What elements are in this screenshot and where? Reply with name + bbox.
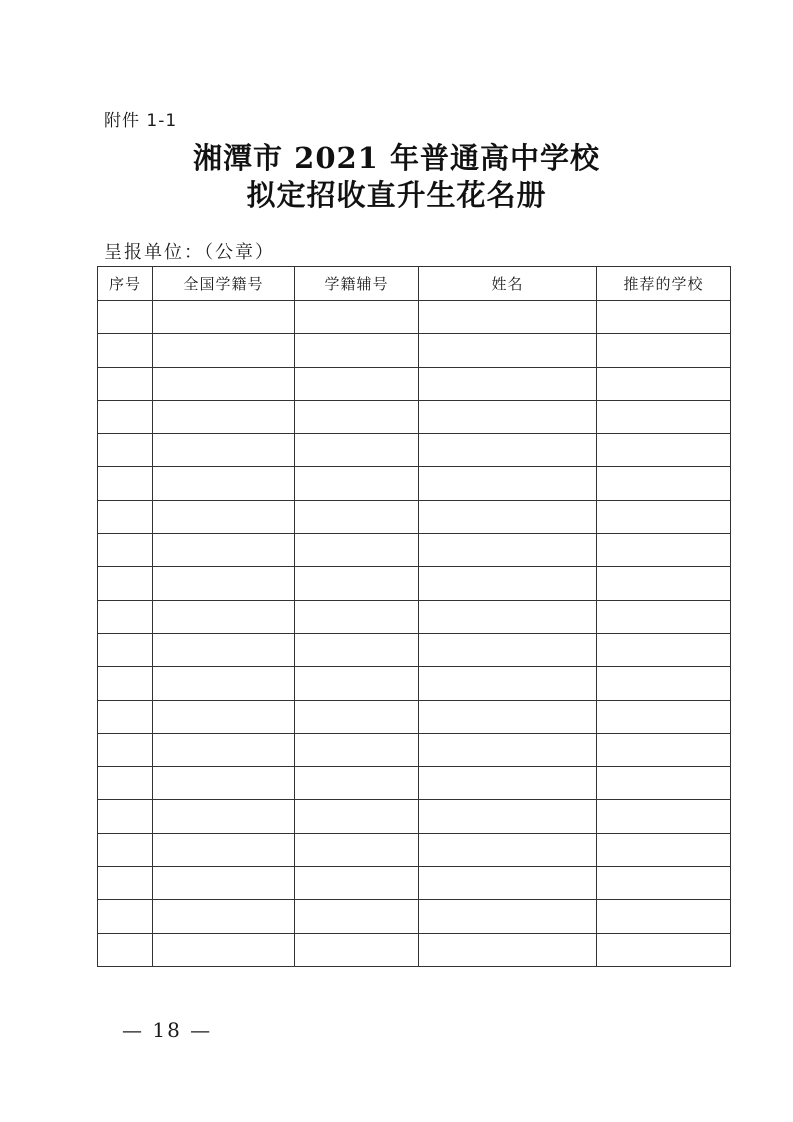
table-cell[interactable] <box>98 367 153 400</box>
table-row <box>98 667 731 700</box>
table-cell[interactable] <box>98 733 153 766</box>
table-cell[interactable] <box>98 434 153 467</box>
table-cell[interactable] <box>597 867 731 900</box>
table-cell[interactable] <box>419 867 597 900</box>
table-cell[interactable] <box>597 600 731 633</box>
table-cell[interactable] <box>153 700 295 733</box>
table-cell[interactable] <box>295 900 419 933</box>
table-row <box>98 600 731 633</box>
table-cell[interactable] <box>153 334 295 367</box>
table-cell[interactable] <box>419 467 597 500</box>
table-cell[interactable] <box>597 500 731 533</box>
table-cell[interactable] <box>597 933 731 966</box>
table-cell[interactable] <box>419 933 597 966</box>
table-row <box>98 567 731 600</box>
table-cell[interactable] <box>597 667 731 700</box>
roster-table <box>97 266 731 967</box>
table-cell[interactable] <box>597 534 731 567</box>
table-cell[interactable] <box>419 833 597 866</box>
table-row <box>98 367 731 400</box>
table-row <box>98 400 731 433</box>
table-cell[interactable] <box>597 733 731 766</box>
table-cell[interactable] <box>419 500 597 533</box>
table-cell[interactable] <box>153 667 295 700</box>
table-cell[interactable] <box>153 900 295 933</box>
table-cell[interactable] <box>597 633 731 666</box>
table-cell[interactable] <box>98 900 153 933</box>
table-cell[interactable] <box>295 334 419 367</box>
header-row <box>98 267 731 301</box>
table-cell[interactable] <box>153 500 295 533</box>
table-cell[interactable] <box>295 867 419 900</box>
table-cell[interactable] <box>153 467 295 500</box>
table-cell[interactable] <box>295 434 419 467</box>
table-row <box>98 700 731 733</box>
table-cell[interactable] <box>295 667 419 700</box>
table-row <box>98 900 731 933</box>
table-cell[interactable] <box>98 767 153 800</box>
table-cell[interactable] <box>597 833 731 866</box>
table-cell[interactable] <box>153 933 295 966</box>
table-row <box>98 633 731 666</box>
table-cell[interactable] <box>419 900 597 933</box>
table-cell[interactable] <box>98 867 153 900</box>
table-cell[interactable] <box>98 534 153 567</box>
table-cell[interactable] <box>153 633 295 666</box>
page-number: — 18 — <box>122 1018 213 1042</box>
table-cell[interactable] <box>295 600 419 633</box>
table-cell[interactable] <box>295 500 419 533</box>
header-student-aux-id: 学籍辅号 <box>295 267 419 301</box>
table-cell[interactable] <box>153 367 295 400</box>
table-cell[interactable] <box>295 534 419 567</box>
table-row <box>98 500 731 533</box>
table-cell[interactable] <box>153 567 295 600</box>
table-cell[interactable] <box>295 467 419 500</box>
table-cell[interactable] <box>295 301 419 334</box>
reporter-label: 呈报单位：（公章） <box>104 242 275 263</box>
table-cell[interactable] <box>98 933 153 966</box>
table-cell[interactable] <box>295 400 419 433</box>
table-cell[interactable] <box>295 933 419 966</box>
table-row <box>98 301 731 334</box>
table-cell[interactable] <box>597 767 731 800</box>
table-cell[interactable] <box>419 367 597 400</box>
table-cell[interactable] <box>597 434 731 467</box>
table-cell[interactable] <box>295 733 419 766</box>
table-cell[interactable] <box>98 467 153 500</box>
table-cell[interactable] <box>419 301 597 334</box>
attachment-label: 附件 1-1 <box>104 111 178 131</box>
table-cell[interactable] <box>419 434 597 467</box>
table-body <box>98 301 731 967</box>
table-cell[interactable] <box>153 301 295 334</box>
table-cell[interactable] <box>597 400 731 433</box>
table-cell[interactable] <box>153 800 295 833</box>
table-cell[interactable] <box>295 767 419 800</box>
table-cell[interactable] <box>295 800 419 833</box>
table-cell[interactable] <box>98 400 153 433</box>
table-row <box>98 800 731 833</box>
title-line-2: 拟定招收直升生花名册 <box>246 178 547 212</box>
table-cell[interactable] <box>419 567 597 600</box>
table-cell[interactable] <box>98 700 153 733</box>
table-cell[interactable] <box>419 800 597 833</box>
table-cell[interactable] <box>295 633 419 666</box>
table-cell[interactable] <box>295 833 419 866</box>
table-cell[interactable] <box>153 600 295 633</box>
table-cell[interactable] <box>295 700 419 733</box>
table-cell[interactable] <box>597 367 731 400</box>
table-cell[interactable] <box>419 600 597 633</box>
table-cell[interactable] <box>153 434 295 467</box>
table-row <box>98 467 731 500</box>
table-row <box>98 534 731 567</box>
table-row <box>98 867 731 900</box>
table-cell[interactable] <box>419 534 597 567</box>
table-cell[interactable] <box>98 334 153 367</box>
table-cell[interactable] <box>153 400 295 433</box>
table-cell[interactable] <box>597 334 731 367</box>
table-row <box>98 833 731 866</box>
table-cell[interactable] <box>597 301 731 334</box>
table-row <box>98 334 731 367</box>
table-cell[interactable] <box>153 534 295 567</box>
table-cell[interactable] <box>419 667 597 700</box>
table-cell[interactable] <box>295 367 419 400</box>
header-recommended-school: 推荐的学校 <box>597 267 731 301</box>
table-row <box>98 434 731 467</box>
header-national-student-id: 全国学籍号 <box>153 267 295 301</box>
table-cell[interactable] <box>419 733 597 766</box>
table-cell[interactable] <box>98 667 153 700</box>
table-cell[interactable] <box>419 400 597 433</box>
table-cell[interactable] <box>98 633 153 666</box>
table-cell[interactable] <box>295 567 419 600</box>
table-row <box>98 767 731 800</box>
table-row <box>98 733 731 766</box>
table-cell[interactable] <box>419 633 597 666</box>
table-cell[interactable] <box>153 833 295 866</box>
table-cell[interactable] <box>419 700 597 733</box>
table-cell[interactable] <box>98 800 153 833</box>
table-cell[interactable] <box>98 567 153 600</box>
table-cell[interactable] <box>98 500 153 533</box>
table-cell[interactable] <box>98 301 153 334</box>
table-cell[interactable] <box>597 900 731 933</box>
table-cell[interactable] <box>597 800 731 833</box>
table-cell[interactable] <box>419 767 597 800</box>
table-row <box>98 933 731 966</box>
table-cell[interactable] <box>153 733 295 766</box>
table-cell[interactable] <box>153 867 295 900</box>
table-cell[interactable] <box>597 467 731 500</box>
header-name: 姓名 <box>419 267 597 301</box>
table-cell[interactable] <box>98 833 153 866</box>
table-cell[interactable] <box>153 767 295 800</box>
table-cell[interactable] <box>597 700 731 733</box>
table-cell[interactable] <box>419 334 597 367</box>
header-serial-number: 序号 <box>98 267 153 301</box>
table-cell[interactable] <box>597 567 731 600</box>
table-cell[interactable] <box>98 600 153 633</box>
title-line-1: 湘潭市 2021 年普通高中学校 <box>193 141 600 175</box>
